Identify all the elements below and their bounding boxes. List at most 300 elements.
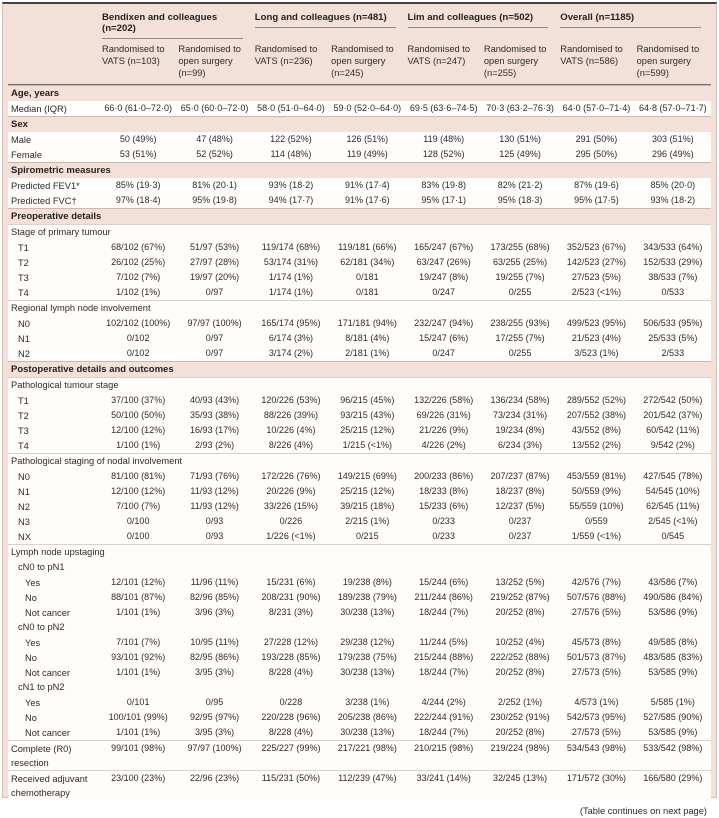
cell-value: 207/552 (38%) [558,408,634,423]
cell-value: 19/247 (8%) [406,270,482,285]
column-group-label: Lim and colleagues (n=502) [408,12,549,28]
cell-value: 60/542 (11%) [635,423,711,438]
section-header-row: Age, years [8,85,711,101]
cell-value: 66·0 (61·0–72·0) [100,101,176,116]
cell-value: 20/252 (8%) [482,725,558,740]
cell-value: 53/174 (31%) [253,255,329,270]
cell-value: 11/244 (5%) [406,635,482,650]
cell-value: 64·8 (57·0–71·7) [635,101,711,116]
cell-value: 7/102 (7%) [100,270,176,285]
cell-value: 215/244 (88%) [406,650,482,665]
subsection-label-row: Regional lymph node involvement [8,300,711,316]
cell-value: 47 (48%) [176,132,252,147]
row-label: N2 [8,499,100,514]
cell-value: 232/247 (94%) [406,316,482,331]
column-subheader: Randomised to open surgery (n=245) [331,44,394,78]
cell-value: 201/542 (37%) [635,408,711,423]
cell-value: 222/244 (91%) [406,710,482,725]
cell-value: 13/252 (5%) [482,575,558,590]
cell-value: 11/93 (12%) [176,484,252,499]
cell-value: 27/228 (12%) [253,635,329,650]
cell-value: 23/100 (23%) [100,770,176,800]
cell-value: 32/245 (13%) [482,770,558,800]
cell-value: 15/233 (6%) [406,499,482,514]
cell-value: 193/228 (85%) [253,650,329,665]
cell-value: 0/100 [100,529,176,544]
cell-value: 55/559 (10%) [558,499,634,514]
cell-value: 211/244 (86%) [406,590,482,605]
cell-value: 0/93 [176,514,252,529]
cell-value: 0/533 [635,285,711,300]
cell-value: 0/247 [406,285,482,300]
cell-value: 30/238 (13%) [329,725,405,740]
table-continues-note: (Table continues on next page) [579,806,707,816]
cell-value: 4/244 (2%) [406,695,482,710]
cell-value: 112/239 (47%) [329,770,405,800]
cell-value: 291 (50%) [558,132,634,147]
cell-value: 18/237 (8%) [482,484,558,499]
cell-value: 0/100 [100,514,176,529]
subsection-label-row: Pathological tumour stage [8,377,711,393]
cell-value: 53/585 (9%) [635,725,711,740]
row-label: T4 [8,285,100,300]
column-subheader: Randomised to VATS (n=236) [254,44,318,66]
cell-value: 1/215 (<1%) [329,438,405,453]
cell-value: 2/545 (<1%) [635,514,711,529]
cell-value: 37/100 (37%) [100,393,176,408]
cell-value: 0/95 [176,695,252,710]
cell-value: 1/102 (1%) [100,285,176,300]
row-label: T3 [8,423,100,438]
cell-value: 352/523 (67%) [558,240,634,255]
cell-value: 125 (49%) [482,147,558,162]
cell-value: 18/244 (7%) [406,665,482,680]
cell-value: 33/241 (14%) [406,770,482,800]
cell-value: 95% (18·3) [482,193,558,208]
cell-value: 100/101 (99%) [100,710,176,725]
row-label: N0 [8,469,100,484]
cell-value: 114 (48%) [253,147,329,162]
section-header-row: Postoperative details and outcomes [8,361,711,377]
cell-value: 0/237 [482,514,558,529]
row-label: Received adjuvant chemotherapy [8,770,100,800]
cell-value: 50/559 (9%) [558,484,634,499]
cell-value: 225/227 (99%) [253,740,329,770]
cell-value: 1/174 (1%) [253,285,329,300]
cell-value: 13/552 (2%) [558,438,634,453]
row-label: Median (IQR) [8,101,100,116]
cell-value: 1/101 (1%) [100,725,176,740]
subsection-label-row: Pathological staging of nodal involvement [8,453,711,469]
section-header-row: Spirometric measures [8,162,711,178]
cell-value: 207/237 (87%) [482,469,558,484]
cell-value: 15/247 (6%) [406,331,482,346]
cell-value: 490/586 (84%) [635,590,711,605]
cell-value: 19/238 (8%) [329,575,405,590]
cell-value: 173/255 (68%) [482,240,558,255]
table-frame [2,2,717,816]
cell-value: 136/234 (58%) [482,393,558,408]
cell-value: 68/102 (67%) [100,240,176,255]
cell-value: 165/247 (67%) [406,240,482,255]
cell-value: 19/234 (8%) [482,423,558,438]
cell-value: 95% (17·1) [406,193,482,208]
cell-value: 9/542 (2%) [635,438,711,453]
row-label: NX [8,529,100,544]
row-label: T2 [8,408,100,423]
cell-value: 115/231 (50%) [253,770,329,800]
column-group-header [253,4,406,39]
cell-value: 126 (51%) [329,132,405,147]
cell-value: 95% (19·8) [176,193,252,208]
cell-value: 0/102 [100,346,176,361]
cell-value: 499/523 (95%) [558,316,634,331]
cell-value: 45/573 (8%) [558,635,634,650]
cell-value: 1/101 (1%) [100,665,176,680]
cell-value: 1/226 (<1%) [253,529,329,544]
column-subheader: Randomised to open surgery (n=255) [483,44,547,78]
cell-value: 93% (18·2) [253,178,329,193]
cell-value: 88/101 (87%) [100,590,176,605]
cell-value: 119 (49%) [329,147,405,162]
cell-value: 2/181 (1%) [329,346,405,361]
cell-value: 8/228 (4%) [253,725,329,740]
cell-value: 172/226 (76%) [253,469,329,484]
cell-value: 0/181 [329,285,405,300]
cell-value: 2/533 [635,346,711,361]
cell-value: 51/97 (53%) [176,240,252,255]
cell-value: 165/174 (95%) [253,316,329,331]
cell-value: 210/215 (98%) [406,740,482,770]
cell-value: 87% (19·6) [558,178,634,193]
cell-value: 179/238 (75%) [329,650,405,665]
row-label: T3 [8,270,100,285]
cell-value: 95% (17·5) [558,193,634,208]
row-label: Not cancer [8,605,100,620]
cell-value: 0/255 [482,346,558,361]
subsection-label-row: cN0 to pN2 [8,620,711,635]
cell-value: 25/215 (12%) [329,423,405,438]
cell-value: 43/586 (7%) [635,575,711,590]
cell-value: 542/573 (95%) [558,710,634,725]
row-label: Predicted FEV1* [8,178,100,193]
cell-value: 18/244 (7%) [406,605,482,620]
cell-value: 295 (50%) [558,147,634,162]
cell-value: 35/93 (38%) [176,408,252,423]
cell-value: 99/101 (98%) [100,740,176,770]
row-label: Yes [8,695,100,710]
row-label: N1 [8,331,100,346]
cell-value: 53/586 (9%) [635,605,711,620]
cell-value: 10/252 (4%) [482,635,558,650]
row-label: T1 [8,240,100,255]
cell-value: 58·0 (51·0–64·0) [253,101,329,116]
row-label: No [8,590,100,605]
cell-value: 2/523 (<1%) [558,285,634,300]
row-label: N2 [8,346,100,361]
cell-value: 230/252 (91%) [482,710,558,725]
cell-value: 6/234 (3%) [482,438,558,453]
cell-value: 3/523 (1%) [558,346,634,361]
row-label: Female [8,147,100,162]
cell-value: 82/95 (86%) [176,650,252,665]
cell-value: 8/228 (4%) [253,665,329,680]
cell-value: 122 (52%) [253,132,329,147]
cell-value: 40/93 (43%) [176,393,252,408]
cell-value: 142/523 (27%) [558,255,634,270]
cell-value: 21/226 (9%) [406,423,482,438]
cell-value: 0/102 [100,331,176,346]
cell-value: 97/97 (100%) [176,316,252,331]
cell-value: 8/181 (4%) [329,331,405,346]
cell-value: 4/573 (1%) [558,695,634,710]
cell-value: 39/215 (18%) [329,499,405,514]
cell-value: 0/97 [176,331,252,346]
cell-value: 19/255 (7%) [482,270,558,285]
cell-value: 205/238 (86%) [329,710,405,725]
cell-value: 49/585 (8%) [635,635,711,650]
cell-value: 20/226 (9%) [253,484,329,499]
cell-value: 8/231 (3%) [253,605,329,620]
cell-value: 63/247 (26%) [406,255,482,270]
cell-value: 54/545 (10%) [635,484,711,499]
cell-value: 0/237 [482,529,558,544]
cell-value: 97/97 (100%) [176,740,252,770]
cell-value: 483/585 (83%) [635,650,711,665]
cell-value: 453/559 (81%) [558,469,634,484]
row-label: Predicted FVC† [8,193,100,208]
cell-value: 50/100 (50%) [100,408,176,423]
row-label: No [8,710,100,725]
cell-value: 69/226 (31%) [406,408,482,423]
row-label: Not cancer [8,665,100,680]
column-subheader: Randomised to VATS (n=586) [560,44,623,66]
cell-value: 25/215 (12%) [329,484,405,499]
cell-value: 152/533 (29%) [635,255,711,270]
row-label: Yes [8,635,100,650]
row-label: Male [8,132,100,147]
row-label: N0 [8,316,100,331]
cell-value: 220/228 (96%) [253,710,329,725]
column-group-header [558,4,711,39]
column-subheader: Randomised to VATS (n=247) [407,44,471,66]
cell-value: 527/585 (90%) [635,710,711,725]
cell-value: 63/255 (25%) [482,255,558,270]
cell-value: 0/228 [253,695,329,710]
cell-value: 16/93 (17%) [176,423,252,438]
cell-value: 18/244 (7%) [406,725,482,740]
cell-value: 534/543 (98%) [558,740,634,770]
cell-value: 132/226 (58%) [406,393,482,408]
cell-value: 296 (49%) [635,147,711,162]
subsection-label-row: Stage of primary tumour [8,224,711,240]
cell-value: 119/174 (68%) [253,240,329,255]
cell-value: 71/93 (76%) [176,469,252,484]
cell-value: 93% (18·2) [635,193,711,208]
cell-value: 20/252 (8%) [482,605,558,620]
cell-value: 73/234 (31%) [482,408,558,423]
cell-value: 0/97 [176,285,252,300]
cell-value: 53 (51%) [100,147,176,162]
cell-value: 12/100 (12%) [100,484,176,499]
cell-value: 343/533 (64%) [635,240,711,255]
cell-value: 3/96 (3%) [176,605,252,620]
cell-value: 289/552 (52%) [558,393,634,408]
cell-value: 0/101 [100,695,176,710]
cell-value: 15/244 (6%) [406,575,482,590]
cell-value: 2/215 (1%) [329,514,405,529]
cell-value: 94% (17·7) [253,193,329,208]
cell-value: 507/576 (88%) [558,590,634,605]
cell-value: 81/100 (81%) [100,469,176,484]
row-label: Not cancer [8,725,100,740]
cell-value: 2/252 (1%) [482,695,558,710]
row-label: T4 [8,438,100,453]
cell-value: 7/101 (7%) [100,635,176,650]
cell-value: 130 (51%) [482,132,558,147]
cell-value: 128 (52%) [406,147,482,162]
subsection-label-row: cN1 to pN2 [8,680,711,695]
row-label: Yes [8,575,100,590]
cell-value: 91% (17·6) [329,193,405,208]
cell-value: 64·0 (57·0–71·4) [558,101,634,116]
cell-value: 200/233 (86%) [406,469,482,484]
header-corner-cell [8,39,100,84]
cell-value: 0/181 [329,270,405,285]
cell-value: 4/226 (2%) [406,438,482,453]
cell-value: 21/523 (4%) [558,331,634,346]
cell-value: 219/224 (98%) [482,740,558,770]
cell-value: 0/226 [253,514,329,529]
cell-value: 3/174 (2%) [253,346,329,361]
cell-value: 119 (48%) [406,132,482,147]
row-label: Complete (R0) resection [8,740,100,770]
cell-value: 0/97 [176,346,252,361]
cell-value: 26/102 (25%) [100,255,176,270]
cell-value: 8/226 (4%) [253,438,329,453]
cell-value: 171/572 (30%) [558,770,634,800]
cell-value: 92/95 (97%) [176,710,252,725]
cell-value: 27/97 (28%) [176,255,252,270]
section-header-row: Preoperative details [8,208,711,224]
cell-value: 22/96 (23%) [176,770,252,800]
cell-value: 93/215 (43%) [329,408,405,423]
cell-value: 85% (19·3) [100,178,176,193]
cell-value: 81% (20·1) [176,178,252,193]
cell-value: 27/573 (5%) [558,725,634,740]
cell-value: 166/580 (29%) [635,770,711,800]
cell-value: 50 (49%) [100,132,176,147]
cell-value: 0/545 [635,529,711,544]
cell-value: 10/226 (4%) [253,423,329,438]
cell-value: 119/181 (66%) [329,240,405,255]
cell-value: 11/93 (12%) [176,499,252,514]
cell-value: 3/95 (3%) [176,665,252,680]
cell-value: 2/93 (2%) [176,438,252,453]
cell-value: 12/237 (5%) [482,499,558,514]
cell-value: 85% (20·0) [635,178,711,193]
cell-value: 96/215 (45%) [329,393,405,408]
cell-value: 88/226 (39%) [253,408,329,423]
cell-value: 38/533 (7%) [635,270,711,285]
cell-value: 149/215 (69%) [329,469,405,484]
cell-value: 1/100 (1%) [100,438,176,453]
cell-value: 0/247 [406,346,482,361]
row-label: T1 [8,393,100,408]
column-subheader: Randomised to open surgery (n=599) [636,44,700,78]
cell-value: 0/93 [176,529,252,544]
cell-value: 0/215 [329,529,405,544]
row-label: N3 [8,514,100,529]
cell-value: 20/252 (8%) [482,665,558,680]
cell-value: 7/100 (7%) [100,499,176,514]
cell-value: 33/226 (15%) [253,499,329,514]
header-corner-cell [8,4,100,39]
cell-value: 427/545 (78%) [635,469,711,484]
cell-value: 18/233 (8%) [406,484,482,499]
cell-value: 82% (21·2) [482,178,558,193]
cell-value: 1/174 (1%) [253,270,329,285]
section-header-row: Sex [8,116,711,132]
cell-value: 3/238 (1%) [329,695,405,710]
cell-value: 533/542 (98%) [635,740,711,770]
cell-value: 189/238 (79%) [329,590,405,605]
cell-value: 120/226 (53%) [253,393,329,408]
cell-value: 171/181 (94%) [329,316,405,331]
cell-value: 70·3 (63·2–76·3) [482,101,558,116]
cell-value: 82/96 (85%) [176,590,252,605]
trial-comparison-table [8,4,711,800]
column-group-header [100,4,253,39]
cell-value: 0/559 [558,514,634,529]
cell-value: 219/252 (87%) [482,590,558,605]
cell-value: 15/231 (6%) [253,575,329,590]
cell-value: 91% (17·4) [329,178,405,193]
cell-value: 0/255 [482,285,558,300]
cell-value: 30/238 (13%) [329,605,405,620]
cell-value: 65·0 (60·0–72·0) [176,101,252,116]
column-subheader: Randomised to open surgery (n=99) [178,44,241,78]
cell-value: 217/221 (98%) [329,740,405,770]
cell-value: 12/100 (12%) [100,423,176,438]
cell-value: 27/523 (5%) [558,270,634,285]
cell-value: 238/255 (93%) [482,316,558,331]
cell-value: 25/533 (5%) [635,331,711,346]
subsection-label-row: Lymph node upstaging [8,544,711,560]
cell-value: 222/252 (88%) [482,650,558,665]
cell-value: 59·0 (52·0–64·0) [329,101,405,116]
cell-value: 93/101 (92%) [100,650,176,665]
cell-value: 506/533 (95%) [635,316,711,331]
cell-value: 6/174 (3%) [253,331,329,346]
cell-value: 208/231 (90%) [253,590,329,605]
cell-value: 62/181 (34%) [329,255,405,270]
cell-value: 11/96 (11%) [176,575,252,590]
cell-value: 29/238 (12%) [329,635,405,650]
cell-value: 3/95 (3%) [176,725,252,740]
column-group-label: Overall (n=1185) [560,12,701,28]
cell-value: 12/101 (12%) [100,575,176,590]
cell-value: 52 (52%) [176,147,252,162]
column-group-header [406,4,559,39]
cell-value: 19/97 (20%) [176,270,252,285]
cell-value: 0/233 [406,529,482,544]
column-group-label: Bendixen and colleagues (n=202) [102,12,243,39]
cell-value: 53/585 (9%) [635,665,711,680]
cell-value: 27/573 (5%) [558,665,634,680]
cell-value: 1/559 (<1%) [558,529,634,544]
cell-value: 27/576 (5%) [558,605,634,620]
